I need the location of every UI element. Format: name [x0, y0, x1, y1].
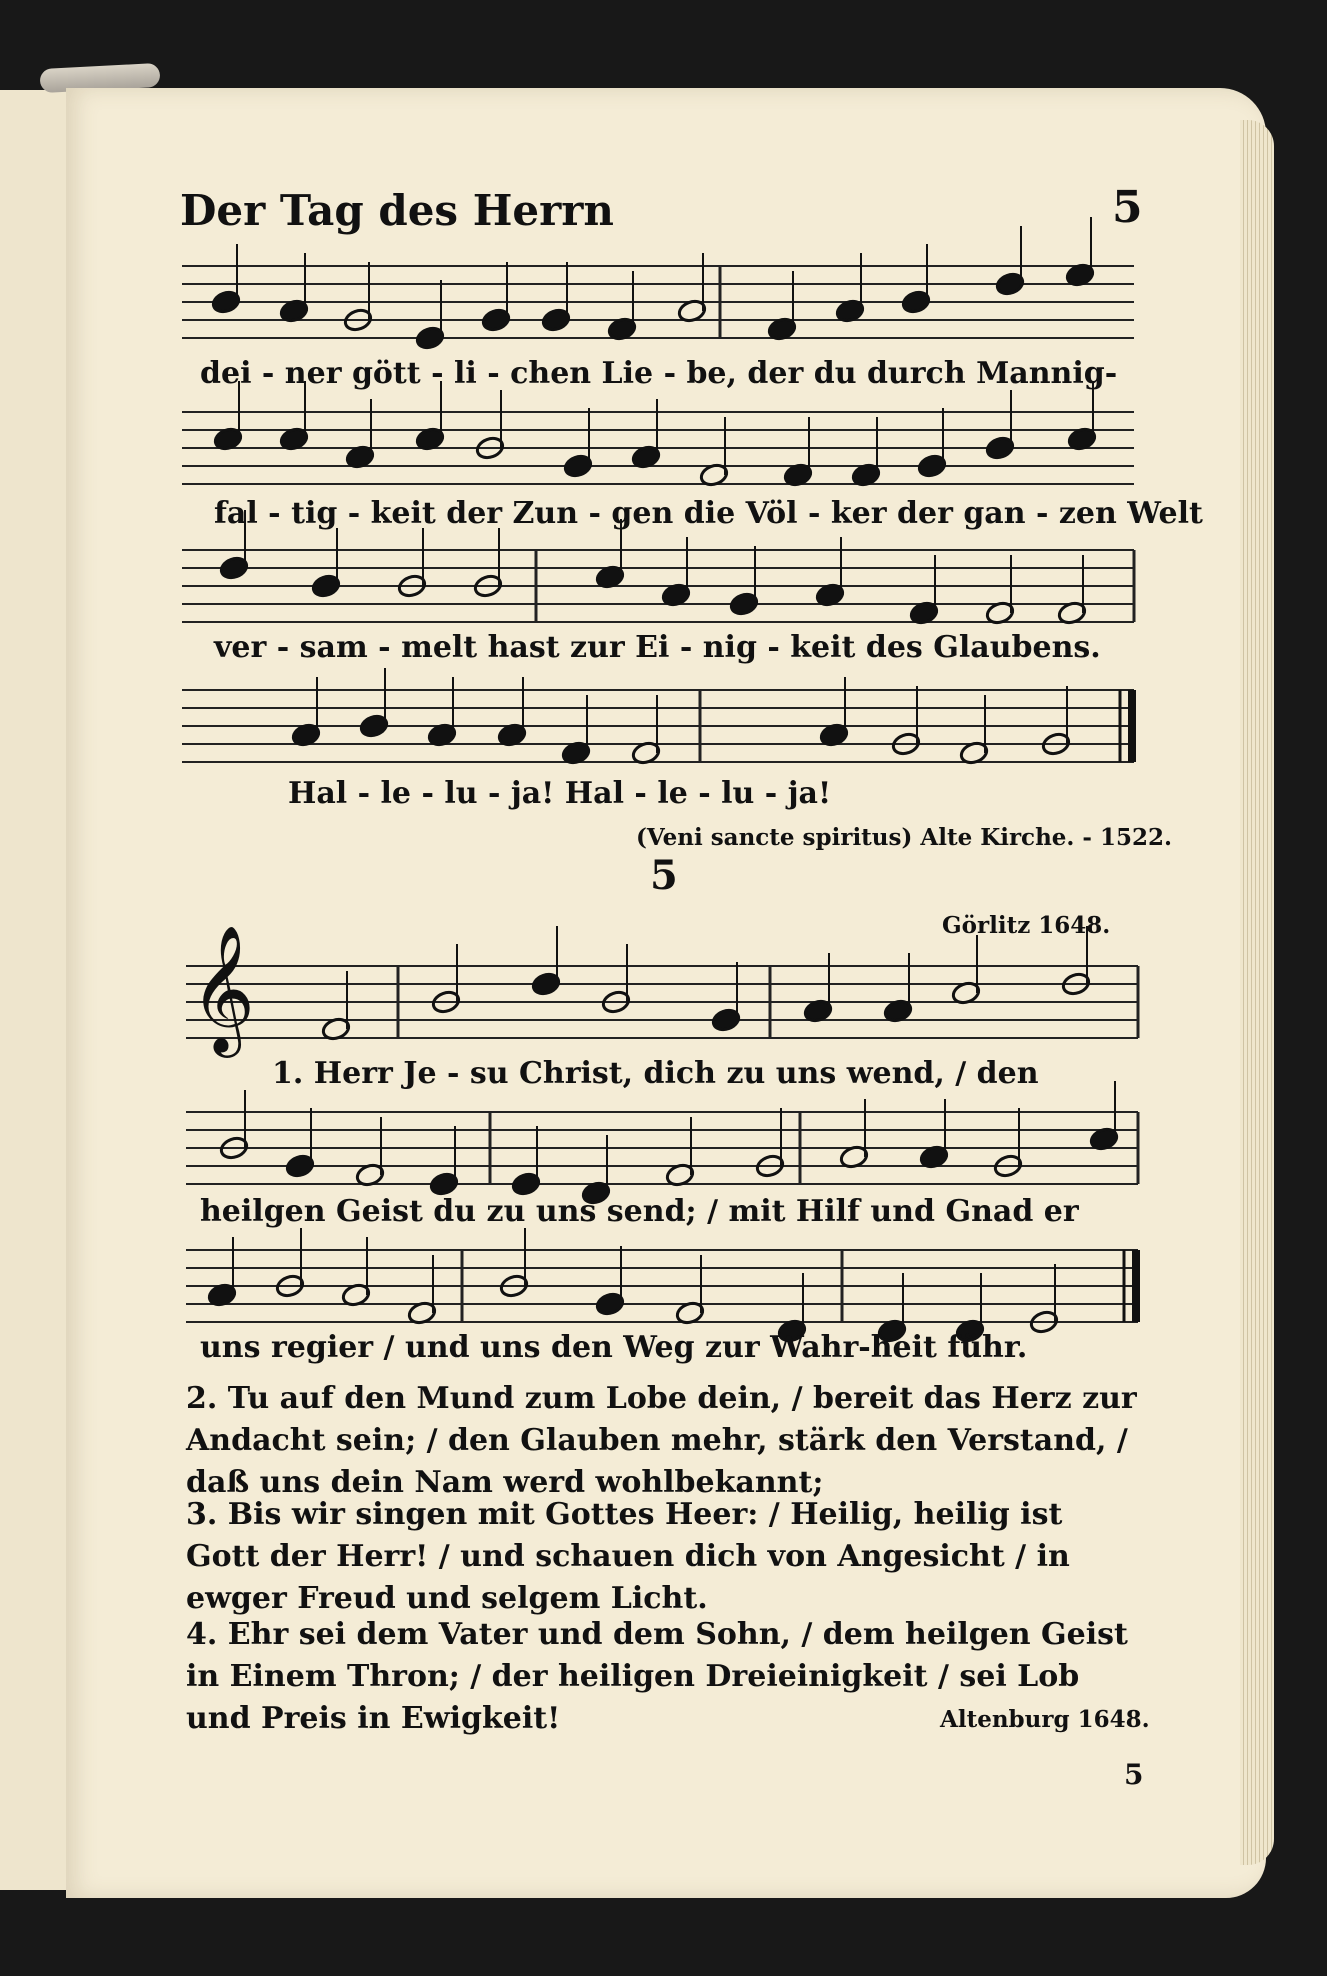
page-header-title: Der Tag des Herrn — [180, 186, 614, 235]
verse-2: 2. Tu auf den Mund zum Lobe dein, / bereit das Herz zur Andacht sein; / den Glauben mehr, stärk den Verstand, / daß uns dein Nam werd wohlbekannt; — [186, 1381, 1137, 1500]
lyric-line-2-text: fal - tig - keit der Zun - gen die Völ - ker der gan - zen Welt — [214, 496, 1203, 531]
chant-lyrics-line-3 — [214, 630, 1101, 665]
hymn-lyrics-line-3: uns regier / und uns den Weg zur Wahr-heit führ. — [200, 1330, 1028, 1365]
treble-clef: 𝄞 — [190, 924, 256, 1052]
page-number-bottom: 5 — [1124, 1758, 1144, 1791]
chant-lyrics-line-2 — [214, 496, 1203, 531]
lyric-line-4-text: Hal - le - lu - ja! Hal - le - lu - ja! — [288, 776, 832, 811]
hymn-source: Altenburg 1648. — [940, 1706, 1150, 1733]
hymn-composer: Görlitz 1648. — [942, 912, 1111, 939]
lyric-line-1-text: dei - ner gött - li - chen Lie - be, der du durch Mannig- — [200, 356, 1118, 391]
lyric-line-3-text: ver - sam - melt hast zur Ei - nig - keit des Glaubens. — [214, 630, 1101, 665]
page-number-top: 5 — [1112, 182, 1143, 233]
verse-4: 4. Ehr sei dem Vater und dem Sohn, / dem heilgen Geist in Einem Thron; / der heiligen Dreieinigkeit / sei Lob und Preis in Ewigkeit! — [186, 1617, 1128, 1736]
chant-source: (Veni sancte spiritus) Alte Kirche. - 1522. — [636, 824, 1173, 851]
verse-3: 3. Bis wir singen mit Gottes Heer: / Heilig, heilig ist Gott der Herr! / und schauen dich von Angesicht / in ewger Freud und selgem Licht. — [186, 1497, 1070, 1616]
hymn-lyrics-line-2: heilgen Geist du zu uns send; / mit Hilf und Gnad er — [200, 1194, 1079, 1229]
chant-lyrics-line-1 — [200, 356, 1117, 391]
hymn-lyrics-line-1: 1. Herr Je - su Christ, dich zu uns wend, / den — [272, 1056, 1039, 1091]
chant-lyrics-line-4 — [288, 776, 831, 811]
hymn-number: 5 — [650, 852, 678, 899]
